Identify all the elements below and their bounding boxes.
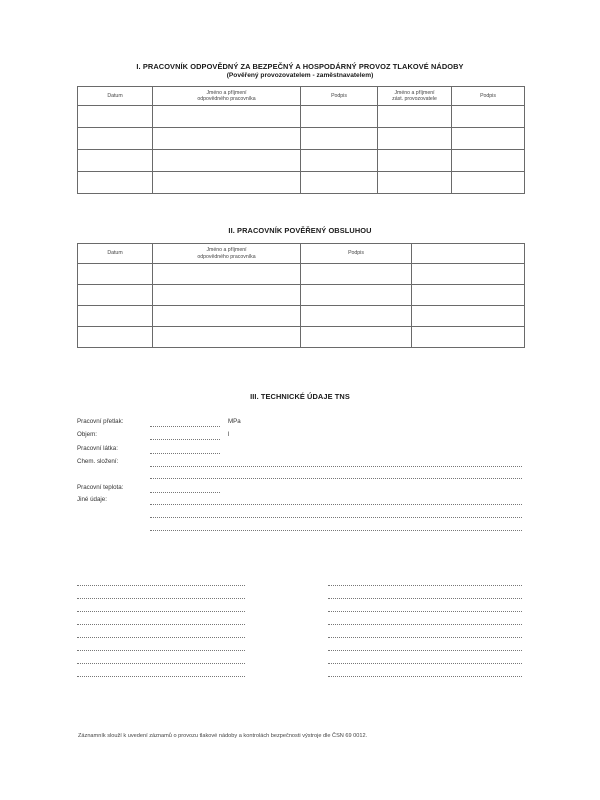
table-cell[interactable] (78, 150, 153, 172)
table-cell[interactable] (153, 327, 301, 348)
teplota-label: Pracovní teplota: (77, 484, 124, 491)
col-datum: Datum (78, 87, 153, 106)
signature-line[interactable] (328, 624, 522, 625)
signature-line[interactable] (77, 676, 245, 677)
slozeni-field[interactable] (150, 466, 522, 467)
objem-label: Objem: (77, 431, 97, 438)
signature-line[interactable] (77, 585, 245, 586)
slozeni-field-line2[interactable] (150, 478, 522, 479)
jine-label: Jiné údaje: (77, 496, 107, 503)
section2-title: II. PRACOVNÍK POVĚŘENÝ OBSLUHOU (228, 226, 372, 235)
table-row (78, 150, 525, 172)
table-cell[interactable] (378, 172, 452, 194)
table-cell[interactable] (301, 285, 412, 306)
col-jmeno: Jméno a příjmení odpovědného pracovníka (153, 87, 301, 106)
table-cell[interactable] (378, 150, 452, 172)
table-cell[interactable] (412, 264, 525, 285)
col-podpis: Podpis (301, 244, 412, 264)
table-cell[interactable] (78, 106, 153, 128)
table-cell[interactable] (452, 128, 525, 150)
pretlak-unit: MPa (228, 418, 241, 425)
table-cell[interactable] (78, 306, 153, 327)
signature-line[interactable] (77, 637, 245, 638)
table-cell[interactable] (153, 306, 301, 327)
teplota-field[interactable] (150, 492, 220, 493)
table-cell[interactable] (78, 128, 153, 150)
table-cell[interactable] (78, 285, 153, 306)
table-row (78, 128, 525, 150)
footer-note: Záznamník slouží k uvedení záznamů o provozu tlakové nádoby a kontrolách bezpečnosti výstroje dle ČSN 69 0012. (78, 733, 368, 739)
signature-line[interactable] (328, 676, 522, 677)
table-cell[interactable] (378, 128, 452, 150)
signature-line[interactable] (328, 611, 522, 612)
table-cell[interactable] (301, 306, 412, 327)
table-cell[interactable] (378, 106, 452, 128)
col-datum: Datum (78, 244, 153, 264)
objem-unit: l (228, 431, 230, 438)
section1-subtitle: (Pověřený provozovatelem - zaměstnavatelem) (226, 72, 374, 79)
signature-line[interactable] (328, 598, 522, 599)
table-cell[interactable] (153, 172, 301, 194)
table-cell[interactable] (301, 327, 412, 348)
slozeni-label: Chem. složení: (77, 458, 119, 465)
signature-line[interactable] (328, 663, 522, 664)
table-cell[interactable] (412, 327, 525, 348)
signature-line[interactable] (77, 663, 245, 664)
table-cell[interactable] (301, 150, 378, 172)
col-jmeno: Jméno a příjmení odpovědného pracovníka (153, 244, 301, 264)
table-cell[interactable] (301, 172, 378, 194)
jine-field-line3[interactable] (150, 530, 522, 531)
latka-label: Pracovní látka: (77, 445, 118, 452)
jine-field[interactable] (150, 504, 522, 505)
table-cell[interactable] (412, 306, 525, 327)
table-cell[interactable] (78, 264, 153, 285)
col-zast: Jméno a příjmení zást. provozovatele (378, 87, 452, 106)
table-row (78, 106, 525, 128)
table-cell[interactable] (153, 106, 301, 128)
table-cell[interactable] (301, 264, 412, 285)
signature-line[interactable] (328, 585, 522, 586)
table-header-row (78, 87, 525, 106)
col-podpis2: Podpis (452, 87, 525, 106)
latka-field[interactable] (150, 453, 220, 454)
table-row (78, 172, 525, 194)
table-header-row (78, 244, 525, 264)
table-row (78, 264, 525, 285)
table-cell[interactable] (412, 285, 525, 306)
signature-line[interactable] (328, 650, 522, 651)
table-row (78, 327, 525, 348)
table-cell[interactable] (153, 128, 301, 150)
operator-table (77, 243, 525, 348)
table-cell[interactable] (153, 150, 301, 172)
col-podpis: Podpis (301, 87, 378, 106)
table-cell[interactable] (153, 285, 301, 306)
table-cell[interactable] (301, 128, 378, 150)
table-cell[interactable] (301, 106, 378, 128)
pretlak-label: Pracovní přetlak: (77, 418, 124, 425)
section3-title: III. TECHNICKÉ ÚDAJE TNS (250, 392, 350, 401)
signature-line[interactable] (77, 650, 245, 651)
table-cell[interactable] (452, 150, 525, 172)
table-cell[interactable] (153, 264, 301, 285)
jine-field-line2[interactable] (150, 517, 522, 518)
objem-field[interactable] (150, 439, 220, 440)
signature-line[interactable] (77, 598, 245, 599)
col-empty (412, 244, 525, 264)
section1-title: I. PRACOVNÍK ODPOVĚDNÝ ZA BEZPEČNÝ A HOSPODÁRNÝ PROVOZ TLAKOVÉ NÁDOBY (136, 62, 464, 71)
table-row (78, 285, 525, 306)
table-cell[interactable] (452, 106, 525, 128)
responsible-person-table (77, 86, 525, 194)
signature-line[interactable] (77, 611, 245, 612)
table-cell[interactable] (78, 172, 153, 194)
pretlak-field[interactable] (150, 426, 220, 427)
signature-line[interactable] (77, 624, 245, 625)
table-cell[interactable] (78, 327, 153, 348)
signature-line[interactable] (328, 637, 522, 638)
table-row (78, 306, 525, 327)
table-cell[interactable] (452, 172, 525, 194)
